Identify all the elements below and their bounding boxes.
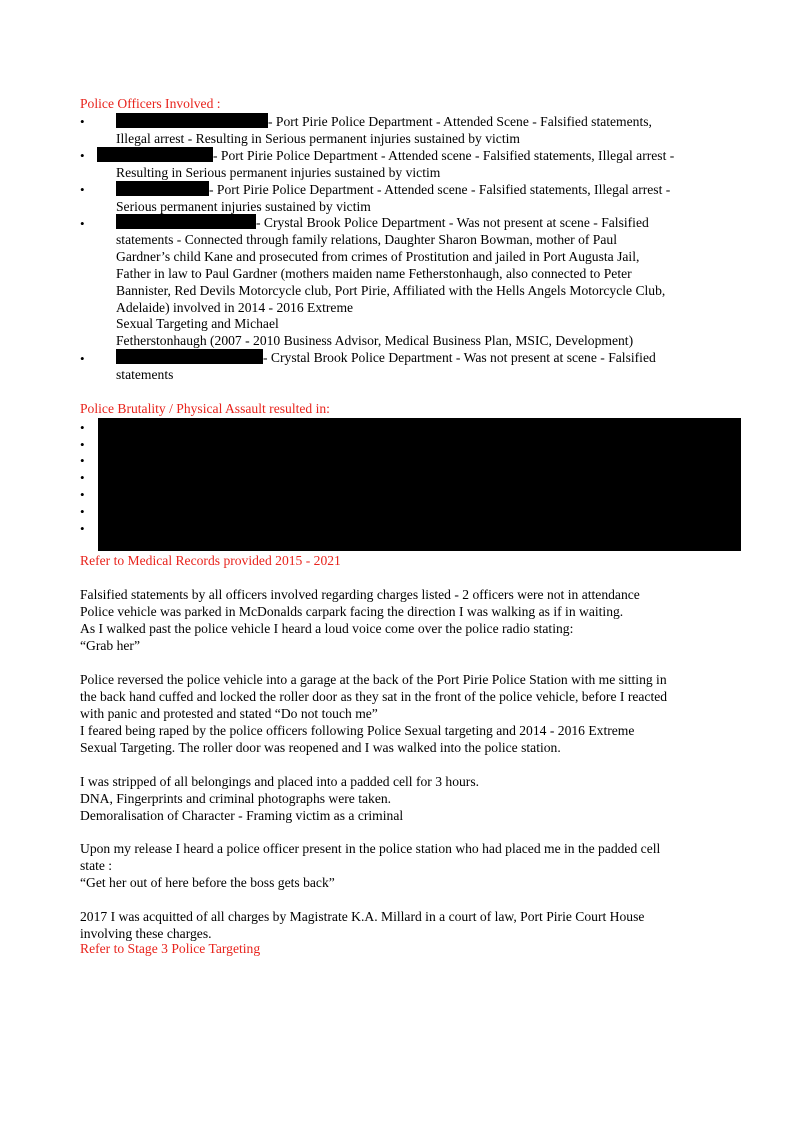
bullet: • — [80, 351, 85, 366]
officer-item-3: - Port Pirie Police Department - Attended scene - Falsified statements, Illegal arrest - Serious permanent injuries sustained by victim — [116, 182, 671, 214]
body-line: “Get her out of here before the boss gets back” — [80, 875, 335, 890]
body-line: Demoralisation of Character - Framing victim as a criminal — [80, 808, 404, 823]
officers-heading: Police Officers Involved : — [80, 96, 221, 111]
body-line: I was stripped of all belongings and placed into a padded cell for 3 hours. — [80, 774, 480, 789]
body-line: I feared being raped by the police officers following Police Sexual targeting and 2014 - 2016 Extreme — [80, 723, 635, 738]
body-line: state : — [80, 858, 113, 873]
body-line: involving these charges. — [80, 926, 212, 941]
body-line: Police reversed the police vehicle into a garage at the back of the Port Pirie Police Station with me sitting in — [80, 672, 667, 687]
body-line: Sexual Targeting. The roller door was reopened and I was walked into the police station. — [80, 740, 561, 755]
officer-item-1: - Port Pirie Police Department - Attended Scene - Falsified statements, Illegal arrest - Resulting in Serious permanent injuries sustained by victim — [116, 114, 652, 146]
brutality-heading: Police Brutality / Physical Assault resulted in: — [80, 401, 330, 416]
bullet: • — [80, 437, 85, 452]
bullet: • — [80, 420, 85, 435]
bullet: • — [80, 487, 85, 502]
body-line: “Grab her” — [80, 638, 140, 653]
body-line: As I walked past the police vehicle I heard a loud voice come over the police radio stating: — [80, 621, 574, 636]
redacted-name — [116, 214, 256, 229]
bullet: • — [80, 521, 85, 536]
officer-item-5: - Crystal Brook Police Department - Was not present at scene - Falsified statements — [116, 350, 656, 382]
redacted-name — [97, 147, 213, 162]
bullet: • — [80, 216, 85, 231]
body-line: DNA, Fingerprints and criminal photographs were taken. — [80, 791, 392, 806]
redacted-name — [116, 349, 263, 364]
bullet: • — [80, 504, 85, 519]
stage-3-reference: Refer to Stage 3 Police Targeting — [80, 941, 261, 956]
redacted-injuries-block — [98, 418, 741, 551]
medical-records-reference: Refer to Medical Records provided 2015 - 2021 — [80, 553, 341, 568]
officer-item-4: - Crystal Brook Police Department - Was not present at scene - Falsified statements - Connected through family relations, Daughter Sharon Bowman, mother of Paul Gardner’s child Kane and prosecuted from crimes of Prostitution and jailed in Port Augusta Jail, Father in law to Paul Gardner (mothers maiden name Fetherstonhaugh, also connected to Peter Bannister, Red Devils Motorcycle club, Port Pirie, Affiliated with the Hells Angels Motorcycle Club, Adelaide) involved in 2014 - 2016 Extreme Sexual Targeting and Michael Fetherstonhaugh (2007 - 2010 Business Advisor, Medical Business Plan, MSIC, Development) — [116, 215, 666, 349]
bullet: • — [80, 453, 85, 468]
body-line: the back hand cuffed and locked the roller door as they sat in the front of the police vehicle, before I reacted — [80, 689, 668, 704]
bullet: • — [80, 182, 85, 197]
body-line: Falsified statements by all officers involved regarding charges listed - 2 officers were not in attendance — [80, 587, 640, 602]
bullet: • — [80, 148, 85, 163]
bullet: • — [80, 470, 85, 485]
officer-item-2: - Port Pirie Police Department - Attended scene - Falsified statements, Illegal arrest - Resulting in Serious permanent injuries sustained by victim — [97, 147, 674, 182]
redacted-name — [116, 181, 209, 196]
body-line: 2017 I was acquitted of all charges by Magistrate K.A. Millard in a court of law, Port Pirie Court House — [80, 909, 645, 924]
redacted-name — [116, 113, 268, 128]
body-line: Upon my release I heard a police officer present in the police station who had placed me in the padded cell — [80, 841, 661, 856]
body-line: with panic and protested and stated “Do not touch me” — [80, 706, 378, 721]
bullet: • — [80, 114, 85, 129]
body-line: Police vehicle was parked in McDonalds carpark facing the direction I was walking as if in waiting. — [80, 604, 624, 619]
